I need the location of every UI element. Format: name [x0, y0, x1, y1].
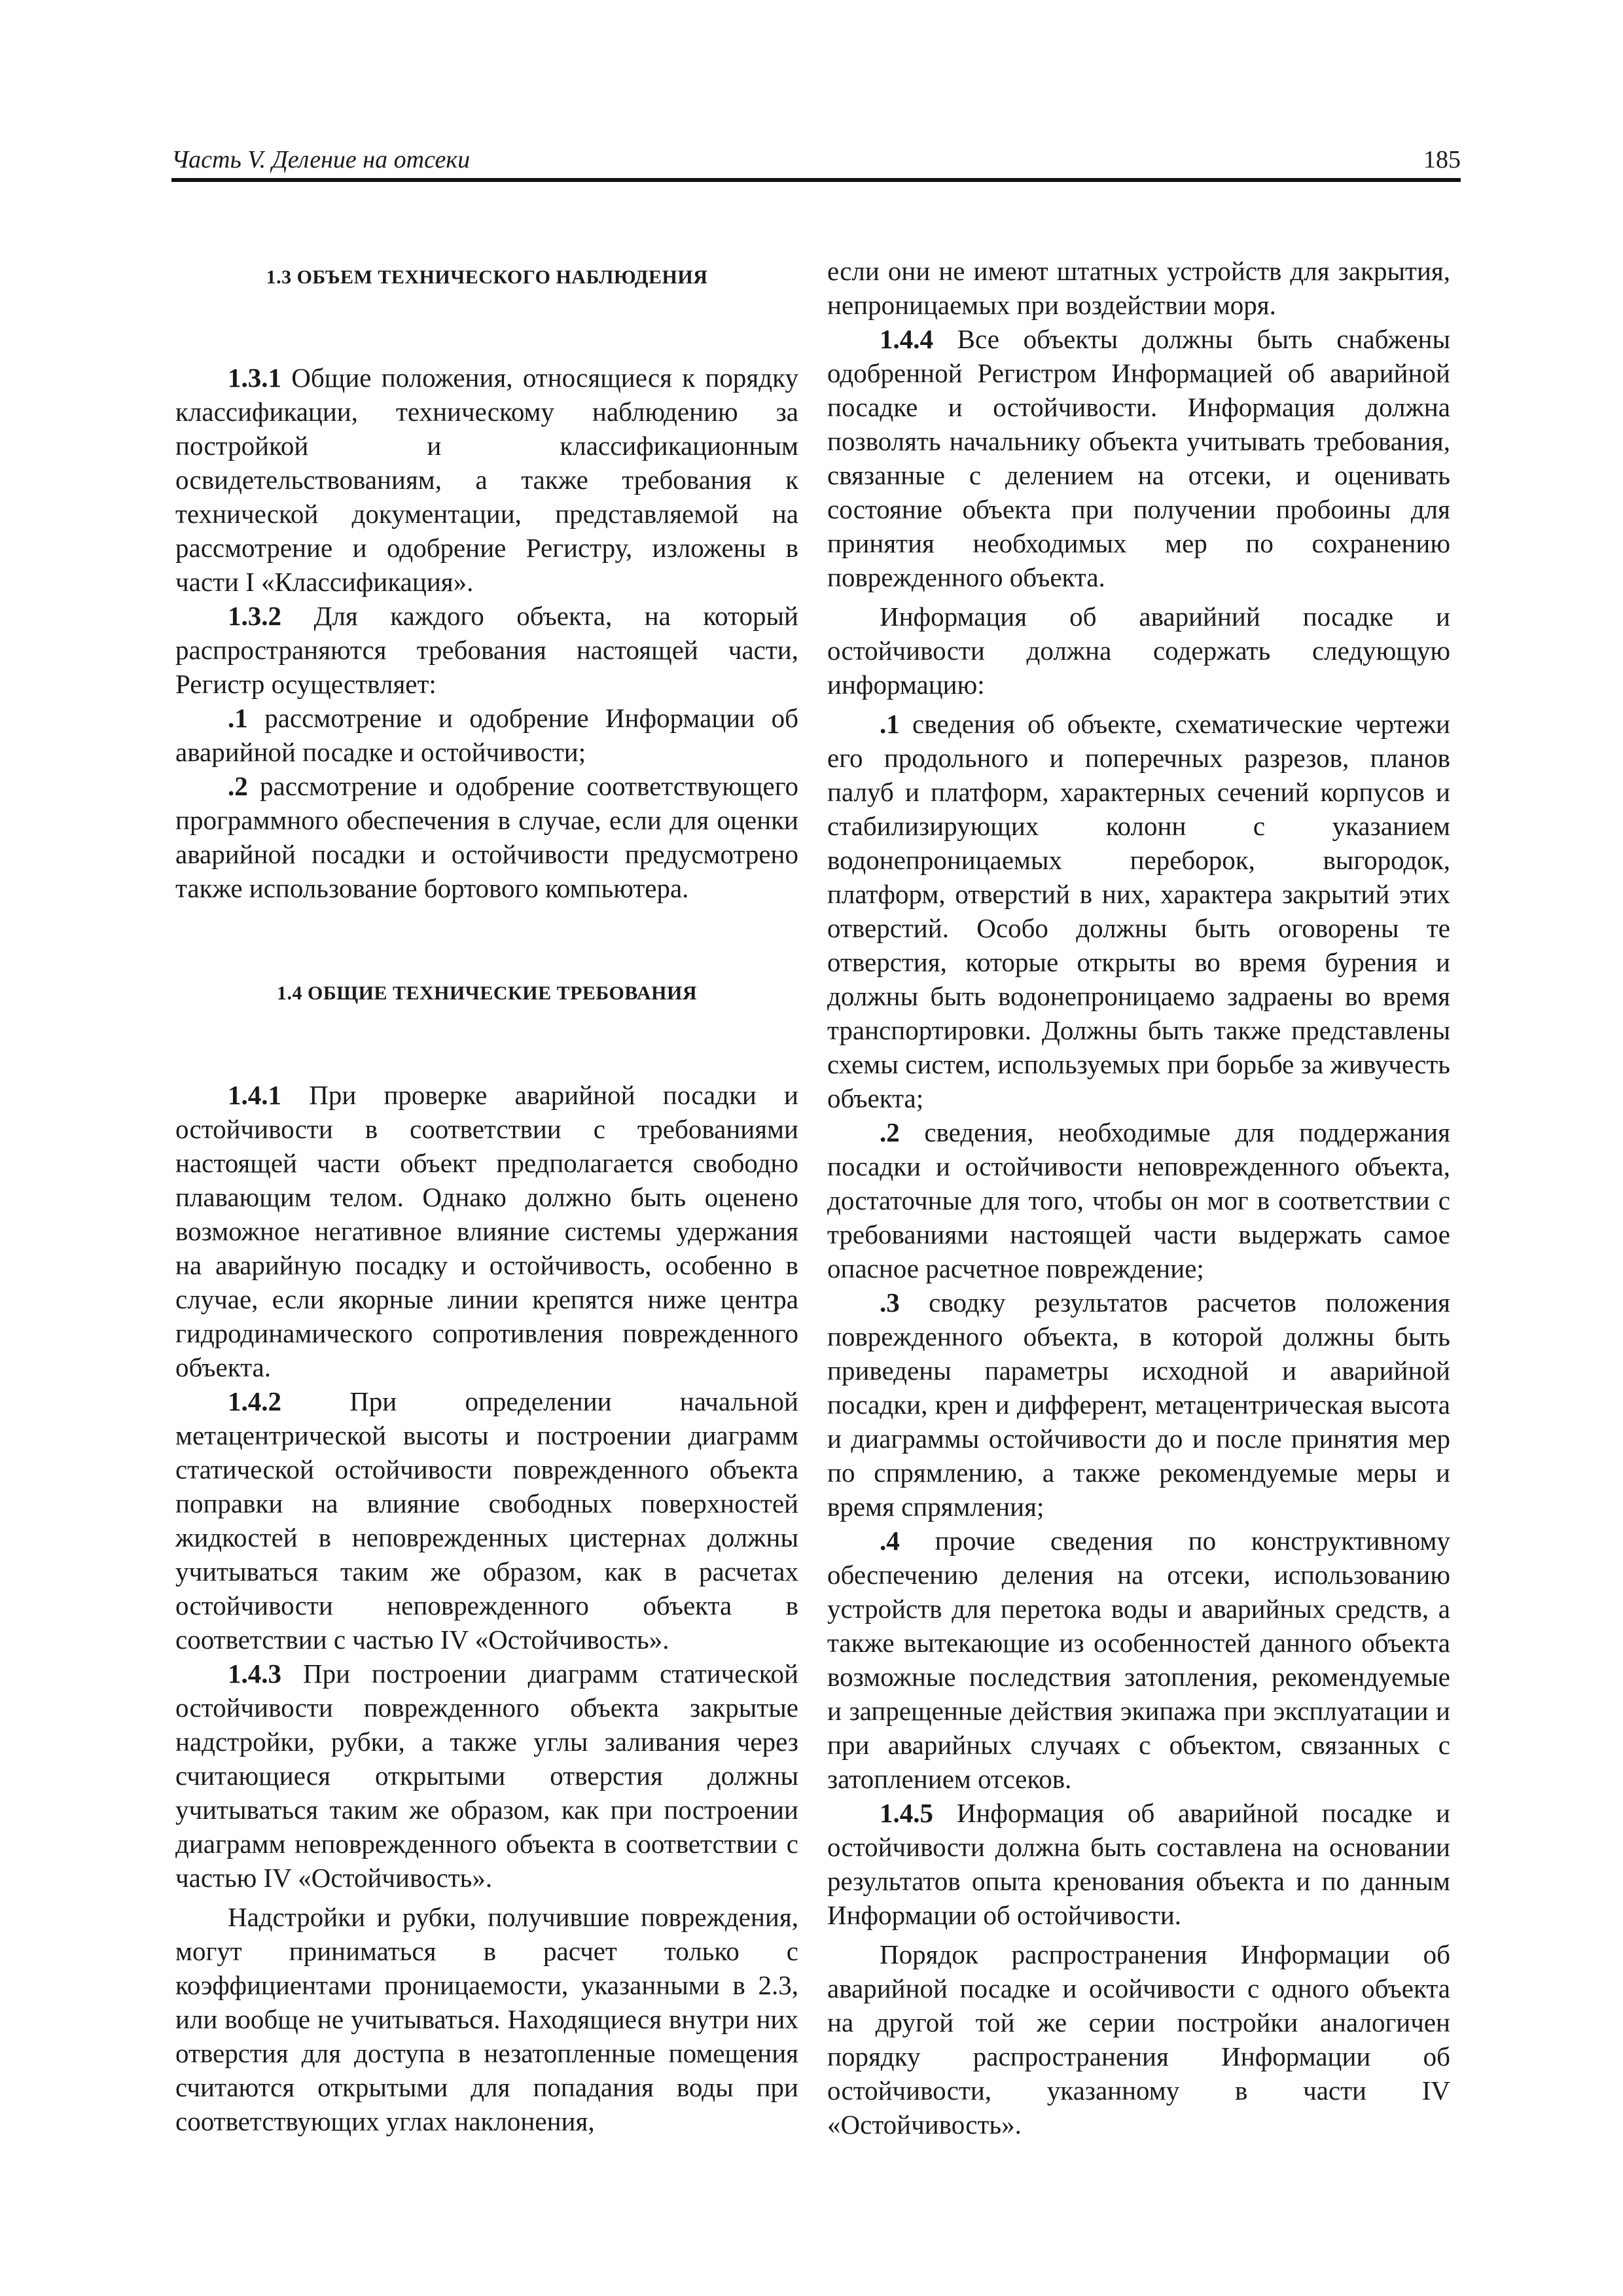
- clause-number: 1.4.1: [228, 1080, 281, 1110]
- paragraph-text: При определении начальной метацентрической высоты и построении диаграмм статической остойчивости поврежденного объекта поправки на влияние свободных поверхностей жидкостей в неповрежденных цистернах должны учитываться таким же образом, как в расчетах остойчивости неповрежденного объекта в соответствии с частью IV «Остойчивость».: [175, 1386, 798, 1655]
- section-heading-1-4: 1.4 ОБЩИЕ ТЕХНИЧЕСКИЕ ТРЕБОВАНИЯ: [276, 982, 698, 1004]
- clause-number: 1.4.3: [228, 1659, 281, 1689]
- item-number: .1: [880, 709, 900, 739]
- section-heading-1-3: 1.3 ОБЪЕМ ТЕХНИЧЕСКОГО НАБЛЮДЕНИЯ: [266, 266, 708, 288]
- list-item-4: [827, 1524, 1450, 1796]
- list-item-1: [827, 707, 1450, 1115]
- list-item-1-3-2-2: [175, 769, 798, 905]
- paragraph-1-3-2: [175, 599, 798, 701]
- running-title: Часть V. Деление на отсеки: [171, 146, 471, 173]
- paragraph-text: При построении диаграмм статической остойчивости поврежденного объекта закрытые надстройки, рубки, а также углы заливания через считающиеся открытыми отверстия должны учитываться таким же образом, как при построении диаграмм неповрежденного объекта в соответствии с частью IV «Остойчивость».: [175, 1659, 798, 1893]
- clause-number: 1.4.2: [228, 1386, 281, 1416]
- list-item-3: [827, 1285, 1450, 1524]
- paragraph-information-contents: Информация об аварийний посадке и остойчивости должна содержать следующую информацию:: [827, 601, 1450, 700]
- paragraph-distribution-order: Порядок распространения Информации об аварийной посадке и осойчивости с одного объекта на другой той же серии постройки аналогичен порядку распространения Информации об остойчивости, указанному в части IV «Остойчивость».: [827, 1939, 1450, 2140]
- item-text: рассмотрение и одобрение соответствующего программного обеспечения в случае, если для оценки аварийной посадки и остойчивости предусмотрено также использование бортового компьютера.: [175, 771, 798, 903]
- left-column: [175, 252, 798, 2138]
- paragraph-1-4-2: [175, 1384, 798, 1657]
- paragraph-text: Информация об аварийной посадке и остойчивости должна быть составлена на основании результатов опыта кренования объекта и по данным Информации об остойчивости.: [827, 1798, 1450, 1930]
- item-text: сводку результатов расчетов положения поврежденного объекта, в которой должны быть приведены параметры исходной и аварийной посадки, крен и дифферент, метацентрическая высота и диаграммы остойчивости до и после принятия мер по спрямлению, а также рекомендуемые меры и время спрямления;: [827, 1287, 1450, 1522]
- paragraph-1-4-1: [175, 1078, 798, 1384]
- clause-number: 1.3.2: [228, 601, 281, 631]
- running-header: [171, 145, 1461, 182]
- paragraph-text: Для каждого объекта, на который распространяются требования настоящей части, Регистр осуществляет:: [175, 601, 798, 699]
- paragraph-1-3-1: [175, 361, 798, 599]
- paragraph-continuation: если они не имеют штатных устройств для закрытия, непроницаемых при воздействии моря.: [827, 256, 1450, 320]
- list-item-1-3-2-1: [175, 701, 798, 769]
- item-number: .3: [880, 1287, 900, 1318]
- paragraph-text: Общие положения, относящиеся к порядку классификации, техническому наблюдению за постройкой и классификационным освидетельствованиям, а также требования к технической документации, представляемой на рассмотрение и одобрение Регистру, изложены в части I «Классификация».: [175, 363, 798, 597]
- item-number: .2: [880, 1117, 900, 1147]
- clause-number: 1.4.4: [880, 324, 933, 354]
- paragraph-text: При проверке аварийной посадки и остойчивости в соответствии с требованиями настоящей части объект предполагается свободно плавающим телом. Однако должно быть оценено возможное негативное влияние системы удержания на аварийную посадку и остойчивость, особенно в случае, если якорные линии крепятся ниже центра гидродинамического сопротивления поврежденного объекта.: [175, 1080, 798, 1382]
- item-number: .2: [228, 771, 248, 801]
- paragraph-1-4-4: [827, 322, 1450, 594]
- clause-number: 1.3.1: [228, 363, 281, 393]
- list-item-2: [827, 1115, 1450, 1285]
- right-column: [827, 254, 1450, 2142]
- item-text: рассмотрение и одобрение Информации об аварийной посадке и остойчивости;: [175, 703, 798, 767]
- clause-number: 1.4.5: [880, 1798, 933, 1828]
- item-text: прочие сведения по конструктивному обеспечению деления на отсеки, использованию устройств для перетока воды и аварийных средств, а также вытекающие из особенностей данного объекта возможные последствия затопления, рекомендуемые и запрещенные действия экипажа при эксплуатации и при аварийных случаях с объектом, связанных с затоплением отсеков.: [827, 1526, 1450, 1794]
- page-number: 185: [1423, 146, 1461, 173]
- paragraph-text: Все объекты должны быть снабжены одобренной Регистром Информацией об аварийной посадке и остойчивости. Информация должна позволять начальнику объекта учитывать требования, связанные с делением на отсеки, и оценивать состояние объекта при получении пробоины для принятия необходимых мер по сохранению поврежденного объекта.: [827, 324, 1450, 592]
- paragraph-1-4-5: [827, 1796, 1450, 1932]
- item-text: сведения об объекте, схематические чертежи его продольного и поперечных разрезов, планов палуб и платформ, характерных сечений корпусов и стабилизирующих колонн с указанием водонепроницаемых переборок, выгородок, платформ, отверстий в них, характера закрытий этих отверстий. Особо должны быть оговорены те отверстия, которые открыты во время бурения и должны быть водонепроницаемо задраены во время транспортировки. Должны быть также представлены схемы систем, используемых при борьбе за живучесть объекта;: [827, 709, 1450, 1113]
- paragraph-superstructures: Надстройки и рубки, получившие повреждения, могут приниматься в расчет только с коэффициентами проницаемости, указанными в 2.3, или вообще не учитываться. Находящиеся внутри них отверстия для доступа в незатопленные помещения считаются открытыми для попадания воды при соответствующих углах наклонения,: [175, 1902, 798, 2136]
- item-number: .1: [228, 703, 248, 733]
- paragraph-1-4-3: [175, 1657, 798, 1895]
- item-text: сведения, необходимые для поддержания посадки и остойчивости неповрежденного объекта, достаточные для того, чтобы он мог в соответствии с требованиями настоящей части выдержать самое опасное расчетное повреждение;: [827, 1117, 1450, 1283]
- item-number: .4: [880, 1526, 900, 1556]
